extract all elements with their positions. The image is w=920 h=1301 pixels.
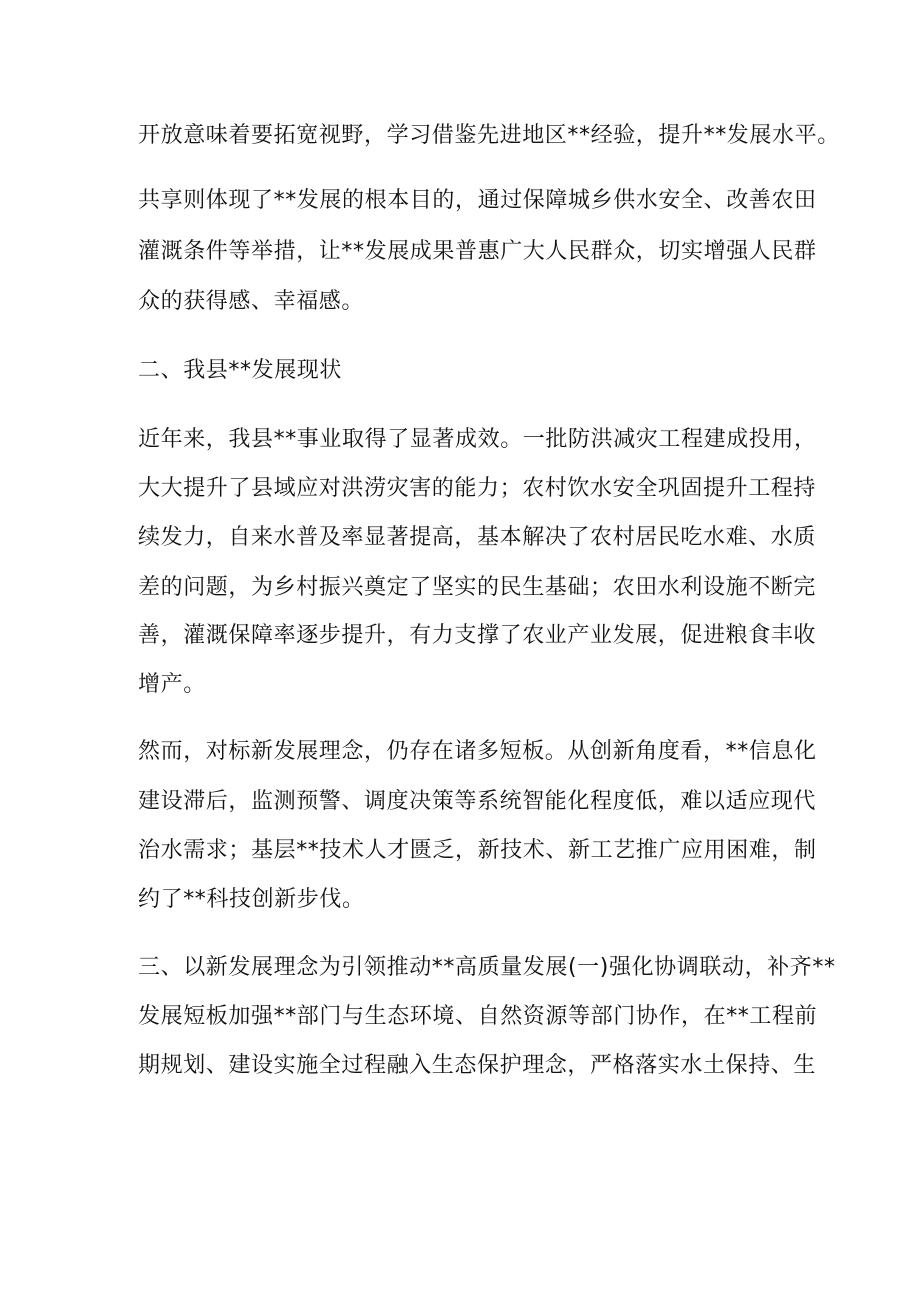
paragraph-status-line-3: 续发力，自来水普及率显著提高，基本解决了农村居民吃水难、水质: [138, 525, 817, 550]
paragraph-section3-line-1: 三、以新发展理念为引领推动**高质量发展(一)强化协调联动，补齐**: [138, 955, 836, 980]
paragraph-shortcomings-line-4: 约了**科技创新步伐。: [138, 887, 365, 912]
paragraph-shortcomings-line-1: 然而，对标新发展理念，仍存在诸多短板。从创新角度看，**信息化: [138, 739, 817, 764]
paragraph-sharing-line-2: 灌溉条件等举措，让**发展成果普惠广大人民群众，切实增强人民群: [138, 239, 817, 264]
paragraph-status-line-2: 大大提升了县域应对洪涝灾害的能力；农村饮水安全巩固提升工程持: [138, 476, 817, 501]
paragraph-status-line-6: 增产。: [138, 672, 206, 697]
paragraph-shortcomings-line-2: 建设滞后，监测预警、调度决策等系统智能化程度低，难以适应现代: [138, 789, 817, 814]
paragraph-status-line-1: 近年来，我县**事业取得了显著成效。一批防洪减灾工程建成投用，: [138, 427, 817, 452]
paragraph-shortcomings-line-3: 治水需求；基层**技术人才匮乏，新技术、新工艺推广应用困难，制: [138, 838, 817, 863]
paragraph-status-line-4: 差的问题，为乡村振兴奠定了坚实的民生基础；农田水利设施不断完: [138, 575, 817, 600]
paragraph-sharing-line-1: 共享则体现了**发展的根本目的，通过保障城乡供水安全、改善农田: [138, 188, 817, 213]
paragraph-status-line-5: 善，灌溉保障率逐步提升，有力支撑了农业产业发展，促进粮食丰收: [138, 623, 817, 648]
paragraph-sharing-line-3: 众的获得感、幸福感。: [138, 289, 365, 314]
section-heading-2: 二、我县**发展现状: [138, 358, 343, 383]
paragraph-section3-line-3: 期规划、建设实施全过程融入生态保护理念，严格落实水土保持、生: [138, 1053, 817, 1078]
paragraph-openness-line-1: 开放意味着要拓宽视野，学习借鉴先进地区**经验，提升**发展水平。: [138, 123, 840, 148]
paragraph-section3-line-2: 发展短板加强**部门与生态环境、自然资源等部门协作，在**工程前: [138, 1004, 818, 1029]
